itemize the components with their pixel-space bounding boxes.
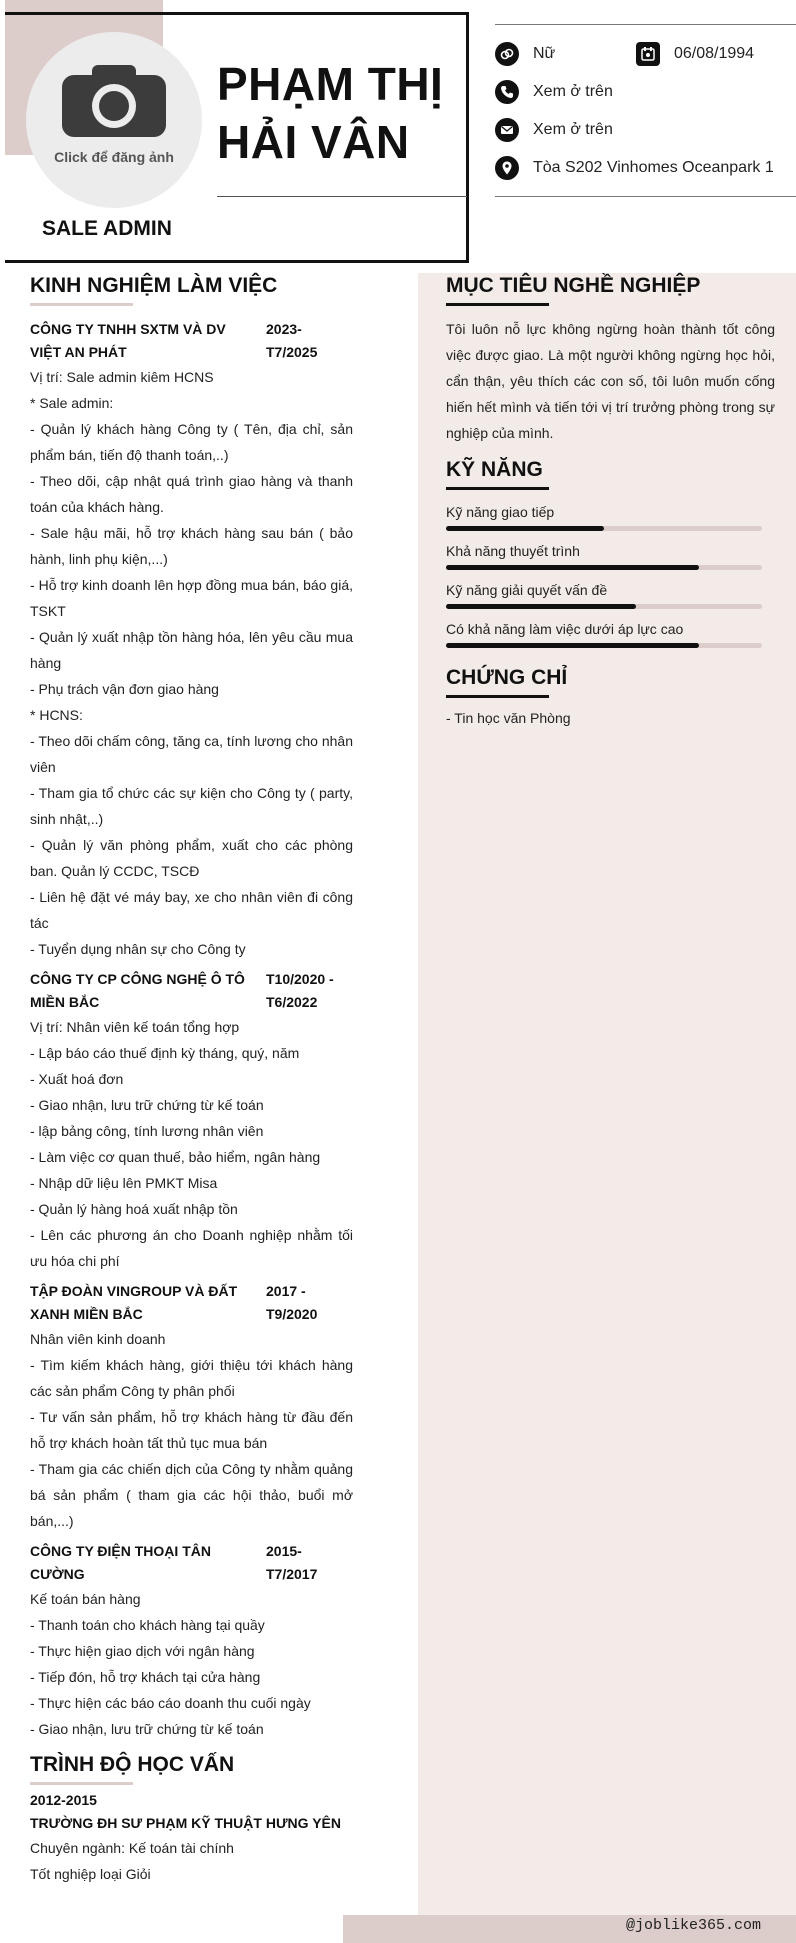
candidate-name-line2: HẢI VÂN [217,116,410,168]
gender-value: Nữ [533,45,556,62]
experience-list [30,312,353,1887]
job-header [30,1280,353,1326]
skills-underline [446,487,549,490]
job-company: CÔNG TY CP CÔNG NGHỆ Ô TÔ MIỀN BẮC [30,971,245,1010]
job-line: - Phụ trách vận đơn giao hàng [30,681,219,697]
skills-heading: KỸ NĂNG [446,458,543,481]
job-entry [30,1280,353,1534]
job-entry [30,318,353,962]
email-value: Xem ở trên [533,121,613,138]
job-line: - Sale hậu mãi, hỗ trợ khách hàng sau bán ( bảo hành, linh phụ kiện,...) [30,525,353,567]
job-line: - Thực hiện các báo cáo doanh thu cuối ngày [30,1695,311,1711]
education-school: TRƯỜNG ĐH SƯ PHẠM KỸ THUẬT HƯNG YÊN [30,1815,341,1831]
education-underline [30,1782,133,1785]
skill-item [446,580,762,609]
job-header [30,318,353,364]
objective-text: Tôi luôn nỗ lực không ngừng hoàn thành tốt công việc được giao. Là một người không ngừng học hỏi, cẩn thận, yêu thích các con số, tôi luôn muốn cống hiến hết mình và tiến tới vị trí trưởng phòng trong sự nghiệp của mình. [446,321,775,441]
job-date: 2015- T7/2017 [266,1543,318,1582]
job-date: 2023- T7/2025 [266,321,318,360]
job-line: - Theo dõi chấm công, tăng ca, tính lương cho nhân viên [30,733,353,775]
job-title: SALE ADMIN [42,217,172,240]
job-line: - Nhập dữ liệu lên PMKT Misa [30,1175,218,1191]
certificates-heading: CHỨNG CHỈ [446,666,568,689]
job-company: CÔNG TY TNHH SXTM VÀ DV VIỆT AN PHÁT [30,321,226,360]
job-line: - Liên hệ đặt vé máy bay, xe cho nhân viên đi công tác [30,889,353,931]
education-major: Chuyên ngành: Kế toán tài chính [30,1840,234,1856]
skill-item [446,619,762,648]
avatar-upload-label: Click để đăng ảnh [54,149,174,165]
candidate-name [217,55,443,171]
contact-email [495,118,613,142]
birthday-value: 06/08/1994 [674,45,755,62]
job-line: - Tìm kiếm khách hàng, giới thiệu tới khách hàng các sản phẩm Công ty phân phối [30,1357,353,1399]
job-line: * HCNS: [30,707,83,723]
job-line: - Quản lý xuất nhập tồn hàng hóa, lên yêu cầu mua hàng [30,629,353,671]
skill-bar [446,526,762,531]
skill-label: Khả năng thuyết trình [446,543,580,559]
job-line: - Thanh toán cho khách hàng tại quầy [30,1617,265,1633]
contact-address [495,156,774,180]
contact-divider-top [495,24,796,25]
job-line: - Tham gia các chiến dịch của Công ty nhằm quảng bá sản phẩm ( tham gia các hội thảo, buổi mở bán,...) [30,1461,353,1529]
skill-bar [446,565,762,570]
job-line: - Hỗ trợ kinh doanh lên hợp đồng mua bán, báo giá, TSKT [30,577,353,619]
objective-underline [446,303,549,306]
skill-bar-fill [446,604,636,609]
watermark: @joblike365.com [626,1917,762,1934]
skill-bar [446,604,762,609]
job-date: 2017 - T9/2020 [266,1283,318,1322]
job-line: - Quản lý hàng hoá xuất nhập tồn [30,1201,238,1217]
experience-heading: KINH NGHIỆM LÀM VIỆC [30,274,278,297]
calendar-icon [636,42,660,66]
avatar-upload[interactable] [26,32,202,208]
job-line: * Sale admin: [30,395,114,411]
skill-bar-fill [446,526,604,531]
job-line: - Tư vấn sản phẩm, hỗ trợ khách hàng từ đầu đến hỗ trợ khách hoàn tất thủ tục mua bán [30,1409,353,1451]
email-icon [495,118,519,142]
phone-value: Xem ở trên [533,83,613,100]
experience-underline [30,303,133,306]
job-line: - Giao nhận, lưu trữ chứng từ kế toán [30,1721,264,1737]
education-result: Tốt nghiệp loại Giỏi [30,1866,151,1882]
job-line: - Giao nhận, lưu trữ chứng từ kế toán [30,1097,264,1113]
skill-bar-fill [446,565,699,570]
job-entry [30,968,353,1274]
address-value: Tòa S202 Vinhomes Oceanpark 1 [533,159,774,176]
job-line: - Xuất hoá đơn [30,1071,124,1087]
contact-gender [495,42,555,66]
skill-label: Có khả năng làm việc dưới áp lực cao [446,621,684,637]
job-line: - lập bảng công, tính lương nhân viên [30,1123,264,1139]
job-line: Kế toán bán hàng [30,1591,141,1607]
gender-icon [495,42,519,66]
job-header [30,968,353,1014]
job-line: - Tham gia tổ chức các sự kiện cho Công ty ( party, sinh nhật,..) [30,785,353,827]
job-line: - Tuyển dụng nhân sự cho Công ty [30,941,246,957]
job-header [30,1540,353,1586]
skill-bar [446,643,762,648]
job-line: - Quản lý khách hàng Công ty ( Tên, địa chỉ, sản phẩm bán, tiến độ thanh toán,..) [30,421,353,463]
job-line: - Theo dõi, cập nhật quá trình giao hàng và thanh toán của khách hàng. [30,473,353,515]
job-entry [30,1540,353,1742]
certificates-underline [446,695,549,698]
skill-label: Kỹ năng giải quyết vấn đề [446,582,608,598]
job-company: TẬP ĐOÀN VINGROUP VÀ ĐẤT XANH MIỀN BẮC [30,1283,238,1322]
education-heading: TRÌNH ĐỘ HỌC VẤN [30,1753,235,1776]
contact-divider-bottom [495,196,796,197]
job-date: T10/2020 - T6/2022 [266,971,334,1010]
job-company: CÔNG TY ĐIỆN THOẠI TÂN CƯỜNG [30,1543,211,1582]
job-line: - Lập báo cáo thuế định kỳ tháng, quý, năm [30,1045,300,1061]
name-divider [217,196,467,197]
contact-birthday [636,42,754,66]
skill-item [446,502,762,531]
job-line: Nhân viên kinh doanh [30,1331,166,1347]
job-line: - Thực hiện giao dịch với ngân hàng [30,1643,255,1659]
contact-phone [495,80,613,104]
job-line: - Làm việc cơ quan thuế, bảo hiểm, ngân hàng [30,1149,321,1165]
skill-bar-fill [446,643,699,648]
job-line: Vị trí: Nhân viên kế toán tổng hợp [30,1019,240,1035]
education-section [30,1750,353,1887]
job-line: - Tiếp đón, hỗ trợ khách tại cửa hàng [30,1669,261,1685]
certificate-item: - Tin học văn Phòng [446,710,571,726]
skill-label: Kỹ năng giao tiếp [446,504,555,520]
camera-icon [62,65,166,137]
job-line: Vị trí: Sale admin kiêm HCNS [30,369,214,385]
location-pin-icon [495,156,519,180]
objective-heading: MỤC TIÊU NGHỀ NGHIỆP [446,274,701,297]
phone-icon [495,80,519,104]
job-line: - Quản lý văn phòng phẩm, xuất cho các phòng ban. Quản lý CCDC, TSCĐ [30,837,353,879]
education-years: 2012-2015 [30,1792,97,1808]
job-line: - Lên các phương án cho Doanh nghiệp nhằm tối ưu hóa chi phí [30,1227,353,1269]
skill-item [446,541,762,570]
candidate-name-line1: PHẠM THỊ [217,58,444,110]
